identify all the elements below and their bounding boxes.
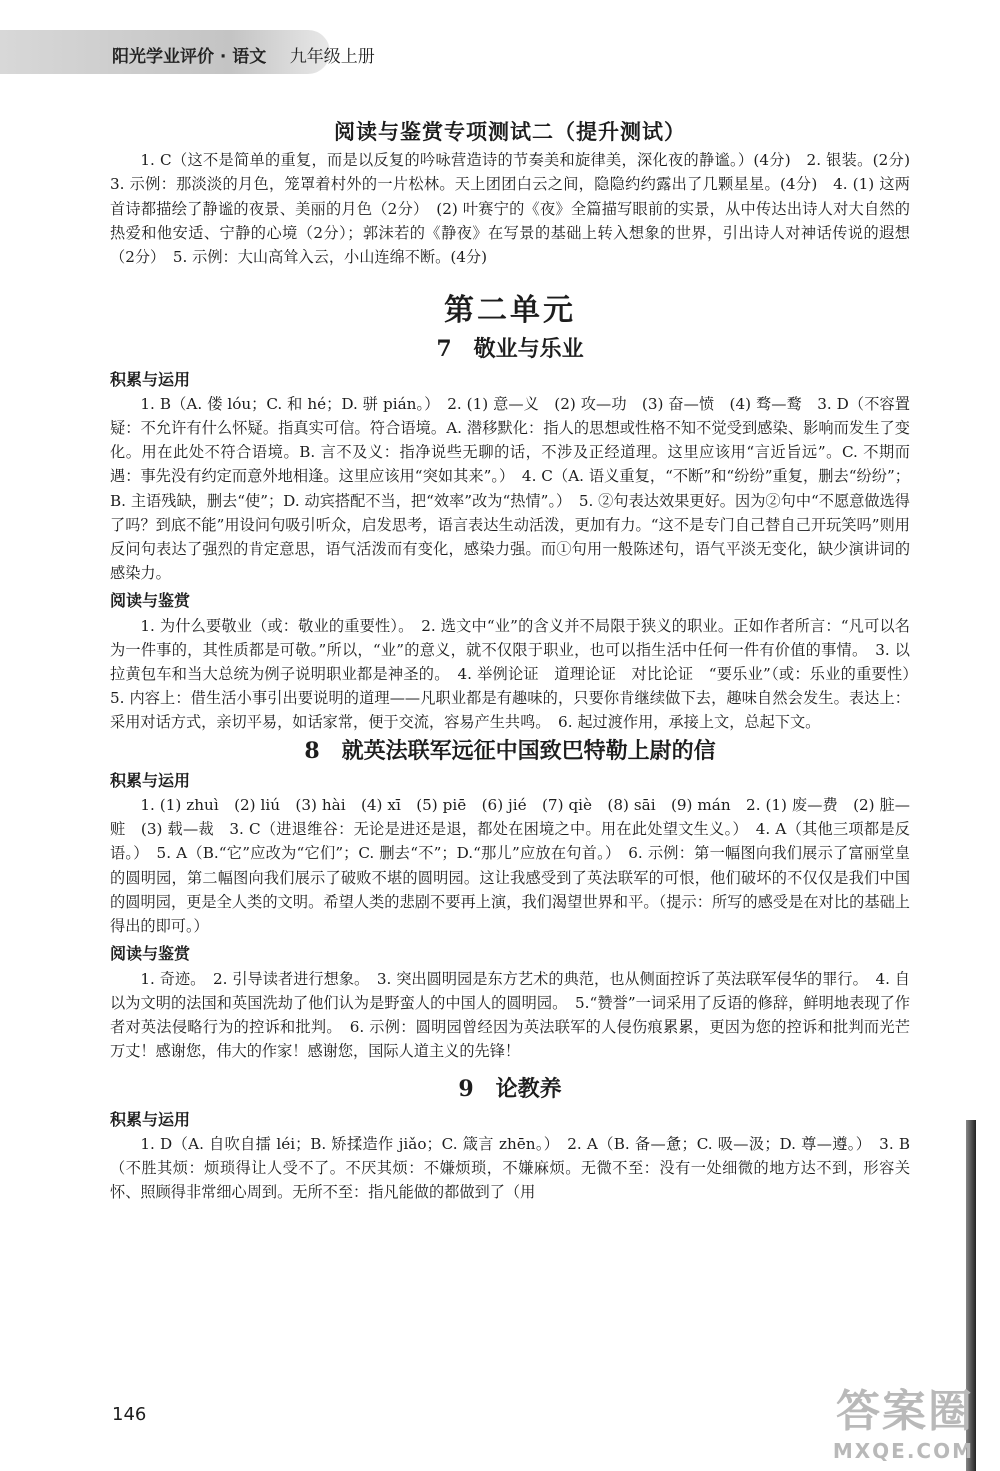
lesson-9-name: 论教养 bbox=[495, 1076, 562, 1103]
lesson-7-name: 敬业与乐业 bbox=[473, 336, 584, 363]
test2-answers: 1. C（这不是简单的重复，而是以反复的吟咏营造诗的节奏美和旋律美，深化夜的静谧。）(4分) 2. 银装。(2分) 3. 示例：那淡淡的月色，笼罩着村外的一片松林。天上团团白云之间，隐隐约约露出了几颗星星。(4分) 4. (1) 这两首诗都描绘了静谧的夜景、美丽的月色（2分） (2) 叶赛宁的《夜》全篇描写眼前的实景，从中传达出诗人对大自然的热爱和他安适、宁静的心境（2分）；郭沫若的《静夜》在写景的基础上转入想象的世界，引出诗人对神话传说的遐想（2分） 5. 示例：大山高耸入云，小山连绵不断。(4分) bbox=[110, 151, 926, 267]
lesson-8-accumulation-answers: 1. (1) zhuì (2) liú (3) hài (4) xī (5) piē (6) jié (7) qiè (8) sāi (9) mán 2. (1) 废—费 (2) 脏—赃 (3) 载—裁 3. C（进退维谷：无论是进还是退，都处在困境之中。用在此处望文生义。） 4. A（其他三项都是反语。） 5. A（B.“它”应改为“它们”；C. 删去“不”；D.“那儿”应放在句首。） 6. 示例：第一幅图向我们展示了富丽堂皇的圆明园，第二幅图向我们展示了破败不堪的圆明园。这让我感受到了英法联军的可恨，他们破坏的不仅仅是我们中国的圆明园，更是全人类的文明。希望人类的悲剧不要再上演，我们渴望世界和平。（提示：所写的感受是在对比的基础上得出的即可。） bbox=[110, 796, 910, 936]
lesson-9-accumulation-answers: 1. D（A. 自吹自擂 léi；B. 矫揉造作 jiǎo；C. 箴言 zhēn。） 2. A（B. 备—惫；C. 吸—汲；D. 尊—遵。） 3. B（不胜其烦：烦琐得让人受不了。不厌其烦：不嫌烦琐，不嫌麻烦。无微不至：没有一处细微的地方达不到，形容关怀、照顾得非常细心周到。无所不至：指凡能做的都做到了（用 bbox=[110, 1134, 910, 1202]
lesson-7-number: 7 bbox=[436, 336, 452, 363]
lesson-7-reading-answers: 1. 为什么要敬业（或：敬业的重要性）。 2. 选文中“业”的含义并不局限于狭义的职业。正如作者所言：“凡可以名为一件事的，其性质都是可敬。”所以，“业”的意义，就不仅限于职业，也可以指生活中任何一件有价值的事情。 3. 以拉黄包车和当大总统为例子说明职业都是神圣的。 4. 举例论证 道理论证 对比论证 “要乐业”（或：乐业的重要性） 5. 内容上：借生活小事引出要说明的道理——凡职业都是有趣味的，只要你肯继续做下去，趣味自然会发生。表达上：采用对话方式，亲切平易，如话家常，便于交流，容易产生共鸣。 6. 起过渡作用，承接上文，总起下文。 bbox=[110, 616, 926, 732]
lesson-8-title bbox=[110, 739, 910, 763]
lesson-8-number: 8 bbox=[304, 737, 320, 764]
lesson-7-title bbox=[110, 337, 910, 361]
lesson-9-title bbox=[110, 1077, 910, 1101]
watermark-logo bbox=[833, 1375, 974, 1463]
page-content bbox=[110, 112, 926, 1204]
lesson-7-accumulation-answers: 1. B（A. 偻 lóu；C. 和 hé；D. 骈 pián。） 2. (1) 意—义 (2) 攻—功 (3) 奋—愤 (4) 骛—鹜 3. D（不容置疑：不允许有什么怀疑。指真实可信。符合语境。A. 潜移默化：指人的思想或性格不知不觉受到感染、影响而发生了变化。用在此处不符合语境。B. 言不及义：指净说些无聊的话，不涉及正经道理。这里应该用“言近旨远”。C. 不期而遇：事先没有约定而意外地相逢。这里应该用“突如其来”。） 4. C（A. 语义重复，“不断”和“纷纷”重复，删去“纷纷”；B. 主语残缺，删去“使”；D. 动宾搭配不当，把“效率”改为“热情”。） 5. ②句表达效果更好。因为②句中“不愿意做选得了吗？到底不能”用设问句吸引听众，启发思考，语言表达生动活泼，更加有力。“这不是专门自己替自己开玩笑吗”则用反问句表达了强烈的肯定意思，语气活泼而有变化，感染力强。而①句用一般陈述句，语气平淡无变化，缺少演讲词的感染力。 bbox=[110, 394, 910, 583]
lesson-9-number: 9 bbox=[458, 1076, 474, 1103]
running-header bbox=[112, 42, 375, 67]
unit-title: 第二单元 bbox=[444, 293, 576, 329]
section-title-test2: 阅读与鉴赏专项测试二（提升测试） bbox=[334, 119, 686, 144]
lesson-8-heading-reading: 阅读与鉴赏 bbox=[110, 944, 191, 964]
lesson-7-heading-accumulation: 积累与运用 bbox=[110, 369, 191, 389]
lesson-9-heading-accumulation: 积累与运用 bbox=[110, 1109, 191, 1129]
watermark-url: MXQE.COM bbox=[832, 1439, 974, 1463]
lesson-8-name: 就英法联军远征中国致巴特勒上尉的信 bbox=[341, 737, 716, 764]
book-title: 阳光学业评价 · 语文 bbox=[112, 47, 267, 67]
lesson-8-reading-answers: 1. 奇迹。 2. 引导读者进行想象。 3. 突出圆明园是东方艺术的典范，也从侧面控诉了英法联军侵华的罪行。 4. 自以为文明的法国和英国洗劫了他们认为是野蛮人的中国人的圆明园。 5.“赞誉”一词采用了反语的修辞，鲜明地表现了作者对英法侵略行为的控诉和批判。 6. 示例：圆明园曾经因为英法联军的人侵伤痕累累，更因为您的控诉和批判而光芒万丈！感谢您，伟大的作家！感谢您，国际人道主义的先锋！ bbox=[110, 969, 910, 1061]
watermark-text: 答案圈 bbox=[836, 1386, 974, 1437]
lesson-8-heading-accumulation: 积累与运用 bbox=[110, 770, 191, 790]
grade-label: 九年级上册 bbox=[289, 47, 375, 67]
page-number: 146 bbox=[112, 1404, 147, 1425]
lesson-7-heading-reading: 阅读与鉴赏 bbox=[110, 591, 191, 611]
